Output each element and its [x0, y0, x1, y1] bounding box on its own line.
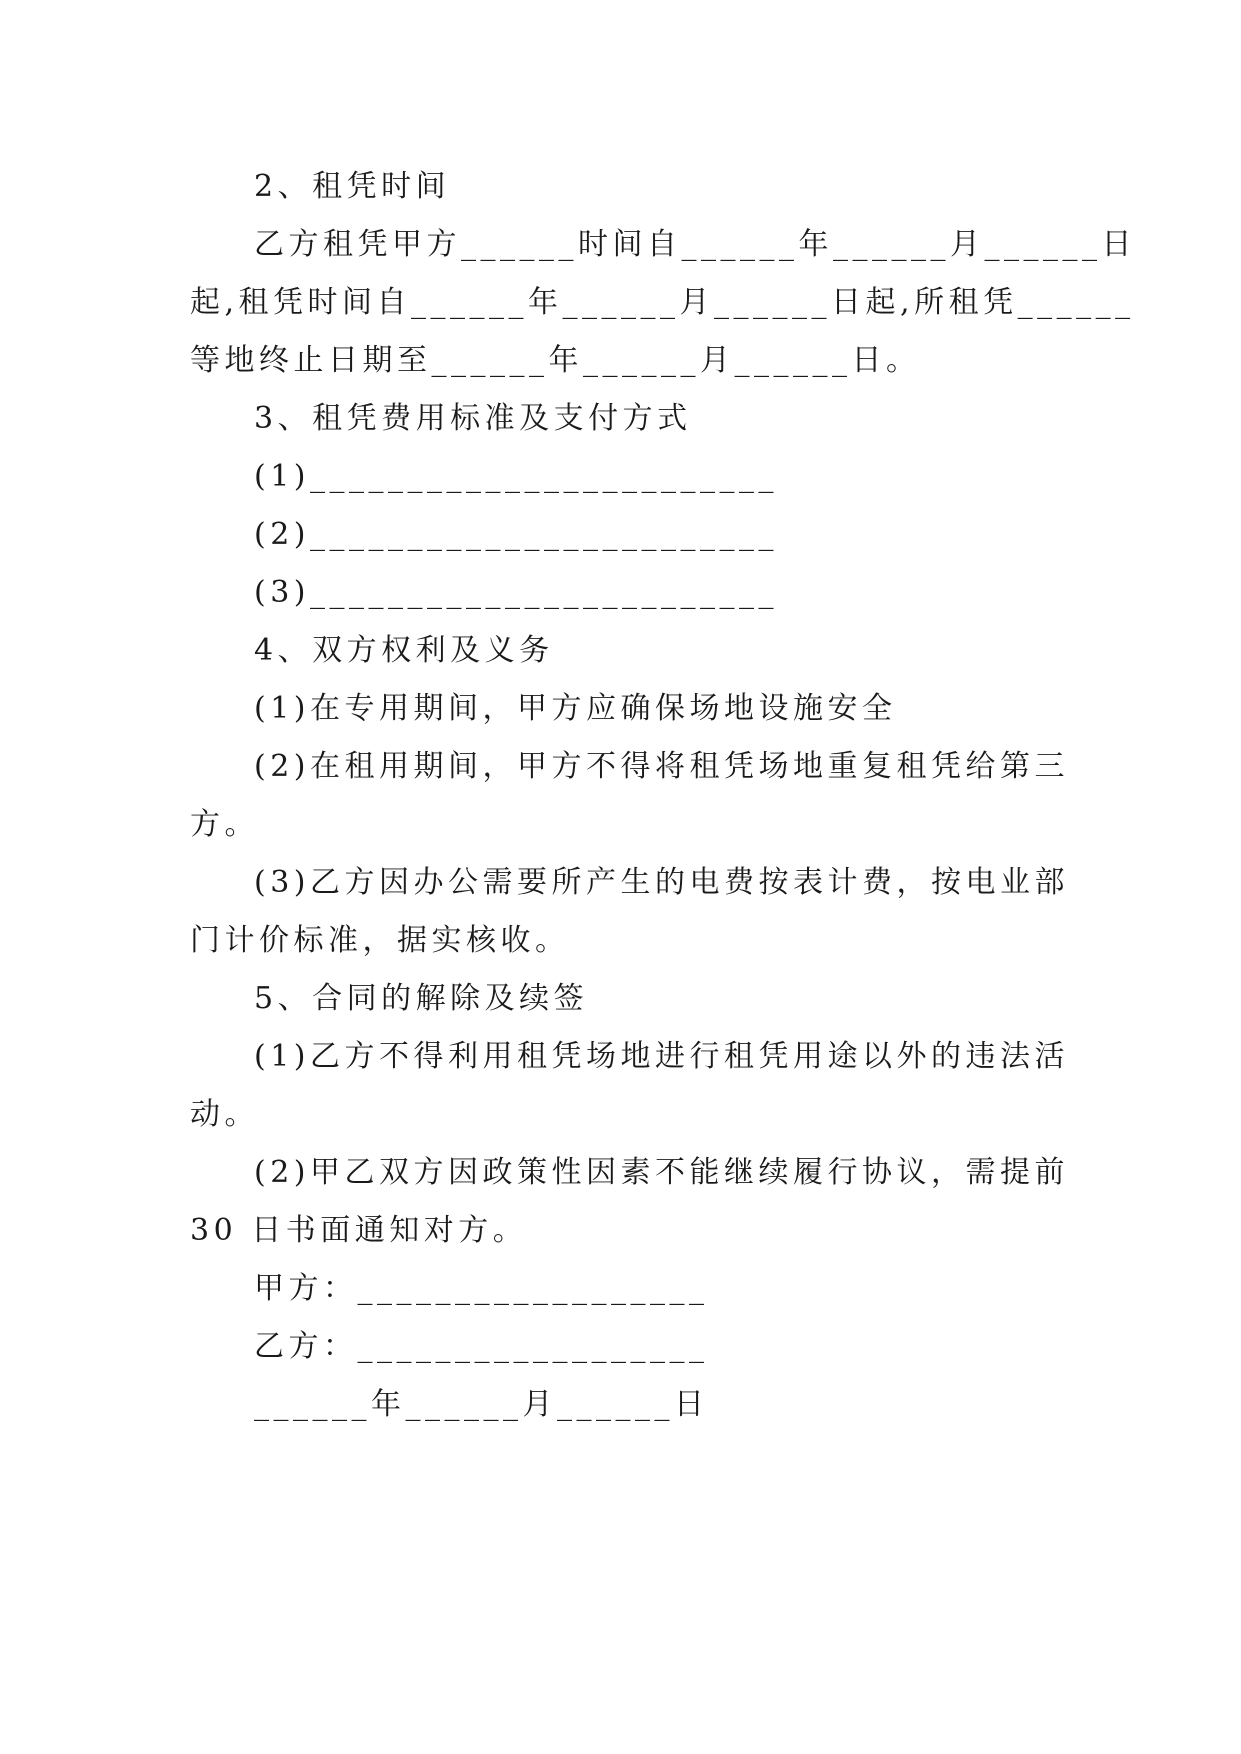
fee-item-blank: (3)________________________ [254, 575, 778, 610]
clause-line: (3)乙方因办公需要所产生的电费按表计费，按电业部 [254, 865, 1069, 900]
clause-line: (2)在租用期间，甲方不得将租凭场地重复租凭给第三 [254, 749, 1069, 784]
paragraph-line: 等地终止日期至______年______月______日。 [190, 343, 921, 378]
section-heading-fees: 3、租凭费用标准及支付方式 [254, 401, 692, 436]
party-b-signature-line: 乙方：__________________ [254, 1329, 709, 1364]
fee-item-blank: (2)________________________ [254, 517, 778, 552]
date-signature-line: ______年______月______日 [254, 1387, 709, 1422]
section-heading-termination: 5、合同的解除及续签 [254, 981, 589, 1016]
clause-line: (1)在专用期间，甲方应确保场地设施安全 [254, 691, 897, 726]
clause-line: (1)乙方不得利用租凭场地进行租凭用途以外的违法活 [254, 1039, 1069, 1074]
section-heading-rights: 4、双方权利及义务 [254, 633, 554, 668]
section-heading-lease-time: 2、租凭时间 [254, 169, 451, 204]
clause-line: 30 日书面通知对方。 [190, 1213, 528, 1248]
clause-line: 动。 [190, 1097, 259, 1132]
paragraph-line: 乙方租凭甲方______时间自______年______月______日 [254, 227, 1136, 262]
document-body [190, 158, 1136, 1434]
paragraph-line: 起,租凭时间自______年______月______日起,所租凭______ [190, 285, 1135, 320]
clause-line: 门计价标准，据实核收。 [190, 923, 570, 958]
clause-line: (2)甲乙双方因政策性因素不能继续履行协议，需提前 [254, 1155, 1069, 1190]
fee-item-blank: (1)________________________ [254, 459, 778, 494]
party-a-signature-line: 甲方：__________________ [254, 1271, 709, 1306]
clause-line: 方。 [190, 807, 259, 842]
